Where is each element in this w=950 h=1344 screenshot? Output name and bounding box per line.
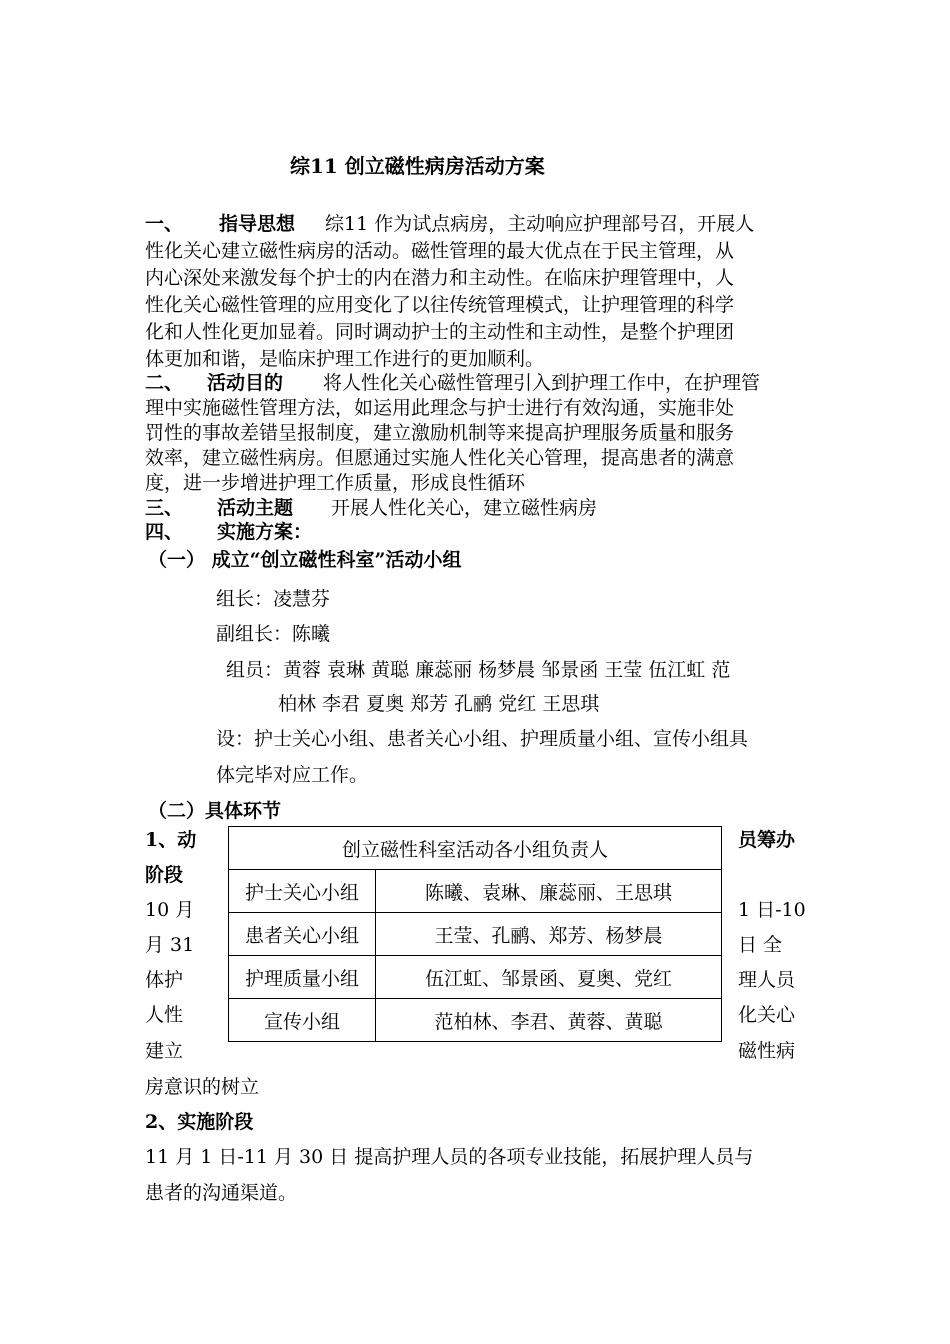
details-right-text: 化关心	[738, 1004, 796, 1026]
details-left-text: 10 月	[145, 899, 195, 921]
group-vice-leader: 副组长：陈曦	[216, 623, 331, 645]
table-row	[229, 913, 722, 956]
table-cell-members: 王莹、孔鹂、郑芳、杨梦晨	[376, 913, 722, 956]
table-row	[229, 956, 722, 999]
section-2-first-line	[145, 371, 760, 395]
section-3-number: 三、	[145, 497, 184, 519]
section-3-line	[145, 496, 597, 520]
group-members-line-2: 柏林 李君 夏奥 郑芳 孔鹂 党红 王思琪	[278, 693, 600, 715]
details-tail: 房意识的树立	[145, 1076, 260, 1098]
details-left-text: 1、动	[145, 829, 197, 851]
section-4-number: 四、	[145, 521, 184, 543]
table-row	[229, 870, 722, 913]
section-4-line	[145, 520, 312, 544]
document-title: 综11 创立磁性病房活动方案	[290, 154, 545, 178]
table-cell-group: 护士关心小组	[229, 870, 376, 913]
section-2-intro: 将人性化关心磁性管理引入到护理工作中，在护理管	[323, 372, 761, 394]
section-2-number: 二、	[145, 372, 184, 394]
details-right-text: 日 全	[738, 934, 783, 956]
details-left-text: 建立	[145, 1040, 184, 1062]
section-2-line: 理中实施磁性管理方法，如运用此理念与护士进行有效沟通，实施非处	[145, 397, 735, 419]
section-2-line: 度，进一步增进护理工作质量，形成良性循环	[145, 472, 526, 494]
table-cell-group: 宣传小组	[229, 999, 376, 1042]
table-cell-members: 伍江虹、邹景函、夏奥、党红	[376, 956, 722, 999]
table-row	[229, 999, 722, 1042]
group-heading: （一） 成立“创立磁性科室”活动小组	[148, 549, 462, 571]
details-left-text: 体护	[145, 969, 184, 991]
section-3-heading: 活动主题	[217, 497, 294, 519]
section-2-line: 罚性的事故差错呈报制度，建立激励机制等来提高护理服务质量和服务	[145, 422, 735, 444]
table-cell-group: 患者关心小组	[229, 913, 376, 956]
table-header: 创立磁性科室活动各小组负责人	[229, 827, 722, 870]
section-1-line: 化和人性化更加显着。同时调动护士的主动性和主动性，是整个护理团	[145, 321, 735, 343]
stage-2-heading: 2、实施阶段	[145, 1111, 254, 1133]
group-leader: 组长：凌慧芬	[216, 588, 331, 610]
section-3-intro: 开展人性化关心，建立磁性病房	[331, 497, 598, 519]
group-setup-line-2: 体完毕对应工作。	[216, 764, 369, 786]
section-2-line: 效率，建立磁性病房。但愿通过实施人性化关心管理，提高患者的满意	[145, 447, 735, 469]
stage-2-line-2: 患者的沟通渠道。	[145, 1182, 298, 1204]
details-right-text: 磁性病	[738, 1040, 796, 1062]
details-right-text: 1 日-10	[738, 899, 806, 921]
details-right-text: 理人员	[738, 969, 796, 991]
responsibility-table	[228, 826, 722, 1042]
section-1-line: 内心深处来激发每个护士的内在潜力和主动性。在临床护理管理中，人	[145, 267, 735, 289]
section-1-heading: 指导思想	[219, 213, 296, 235]
details-left-text: 阶段	[145, 864, 184, 886]
section-1-number: 一、	[145, 213, 184, 235]
section-2-heading: 活动目的	[207, 372, 284, 394]
section-4-heading: 实施方案：	[217, 521, 313, 543]
details-left-text: 人性	[145, 1004, 184, 1026]
table-header-row	[229, 827, 722, 870]
table-cell-members: 陈曦、袁琳、廉蕊丽、王思琪	[376, 870, 722, 913]
details-left-text: 月 31	[145, 934, 195, 956]
section-1-line: 体更加和谐，是临床护理工作进行的更加顺利。	[145, 348, 545, 370]
stage-2-line-1: 11 月 1 日-11 月 30 日 提高护理人员的各项专业技能，拓展护理人员与	[145, 1146, 754, 1168]
group-members-line-1: 组员：黄蓉 袁琳 黄聪 廉蕊丽 杨梦晨 邹景函 王莹 伍江虹 范	[226, 659, 731, 681]
section-1-line: 性化关心建立磁性病房的活动。磁性管理的最大优点在于民主管理，从	[145, 240, 735, 262]
details-right-text: 员筹办	[738, 829, 796, 851]
table-cell-members: 范柏林、李君、黄蓉、黄聪	[376, 999, 722, 1042]
section-1-intro: 综11 作为试点病房，主动响应护理部号召，开展人	[325, 213, 755, 235]
section-1-first-line	[145, 212, 754, 236]
table-cell-group: 护理质量小组	[229, 956, 376, 999]
section-1-line: 性化关心磁性管理的应用变化了以往传统管理模式，让护理管理的科学	[145, 294, 735, 316]
group-setup-line-1: 设：护士关心小组、患者关心小组、护理质量小组、宣传小组具	[216, 728, 749, 750]
details-heading: （二）具体环节	[148, 800, 282, 822]
